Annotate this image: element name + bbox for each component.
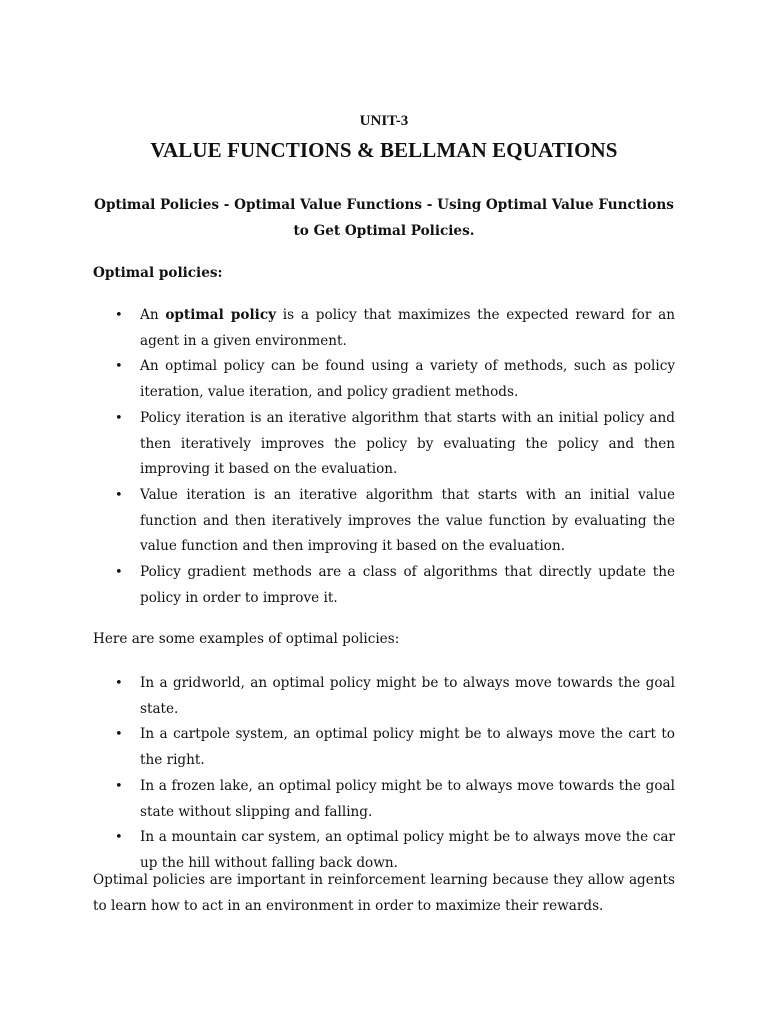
list-item bbox=[93, 354, 675, 405]
bullet-icon: • bbox=[115, 359, 123, 375]
list-item-text: In a mountain car system, an optimal policy might be to always move the car up the hill without falling back down. bbox=[140, 829, 675, 871]
list-item-text: Policy iteration is an iterative algorithm that starts with an initial policy and then iteratively improves the policy by evaluating the policy and then improving it based on the evaluation. bbox=[140, 409, 675, 478]
list-item-text-pre: An bbox=[140, 307, 166, 323]
list-item bbox=[93, 560, 675, 611]
bullet-icon: • bbox=[115, 565, 123, 581]
page-title: VALUE FUNCTIONS & BELLMAN EQUATIONS bbox=[150, 138, 618, 162]
list-item-text: In a frozen lake, an optimal policy might be to always move towards the goal state without slipping and falling. bbox=[140, 777, 675, 820]
list-item-text: Policy gradient methods are a class of algorithms that directly update the policy in order to improve it. bbox=[140, 564, 675, 606]
list-item-bold-term: optimal policy bbox=[165, 307, 277, 323]
bullet-icon: • bbox=[115, 308, 123, 323]
bullet-icon: • bbox=[115, 410, 123, 426]
list-item bbox=[93, 406, 675, 483]
subtitle: Optimal Policies - Optimal Value Functions - Using Optimal Value Functions to Get Optimal Policies. bbox=[94, 197, 674, 239]
unit-label: UNIT-3 bbox=[359, 113, 409, 129]
optimal-policy-list bbox=[93, 303, 675, 611]
list-item bbox=[93, 483, 675, 560]
list-item bbox=[93, 722, 675, 773]
section-heading: Optimal policies: bbox=[93, 265, 223, 281]
examples-intro: Here are some examples of optimal policies: bbox=[93, 631, 400, 647]
bullet-icon: • bbox=[115, 778, 123, 794]
bullet-icon: • bbox=[115, 727, 123, 743]
list-item bbox=[93, 303, 675, 354]
bullet-icon: • bbox=[115, 830, 123, 846]
list-item-text-post: is a policy that maximizes the expected reward for an agent in a given environment. bbox=[140, 307, 675, 349]
bullet-icon: • bbox=[115, 676, 123, 691]
list-item-text: In a cartpole system, an optimal policy might be to always move the cart to the right. bbox=[140, 726, 675, 769]
list-item-text: Value iteration is an iterative algorithm that starts with an initial value function and then iteratively improves the value function by evaluating the value function and then improving it based on the evaluation. bbox=[140, 486, 675, 555]
examples-list bbox=[93, 671, 675, 877]
bullet-icon: • bbox=[115, 487, 123, 503]
list-item bbox=[93, 671, 675, 722]
list-item bbox=[93, 774, 675, 825]
conclusion-paragraph: Optimal policies are important in reinforcement learning because they allow agents to learn how to act in an environment in order to maximize their rewards. bbox=[93, 872, 675, 914]
list-item-text: In a gridworld, an optimal policy might be to always move towards the goal state. bbox=[140, 675, 675, 717]
list-item-text: An optimal policy can be found using a variety of methods, such as policy iteration, value iteration, and policy gradient methods. bbox=[140, 358, 675, 401]
